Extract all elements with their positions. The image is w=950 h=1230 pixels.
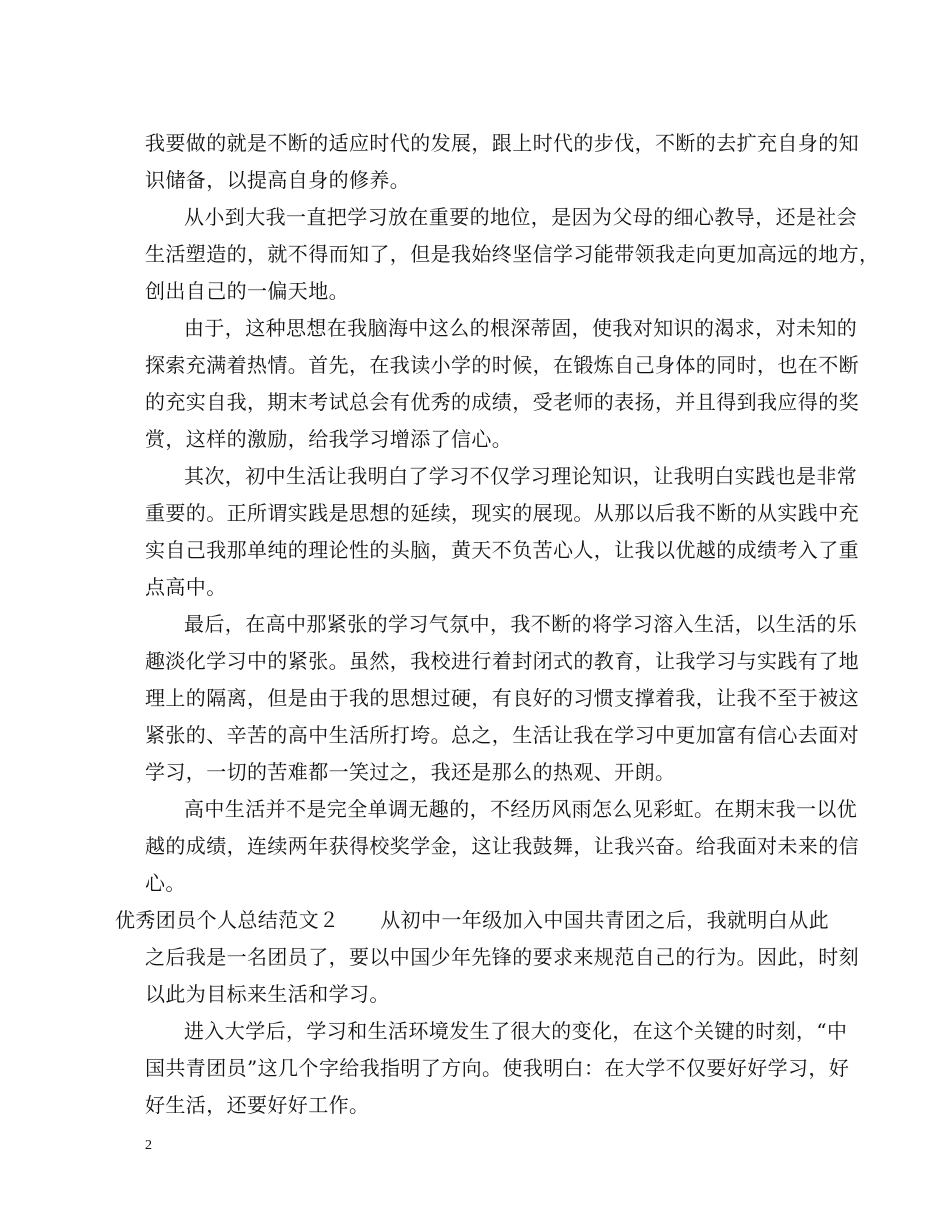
paragraph-start-line: 进入大学后，学习和生活环境发生了很大的变化，在这个关键的时刻，“中 (184, 1019, 848, 1043)
text-line: 赏，这样的激励，给我学习增添了信心。 (145, 427, 513, 451)
text-line: 创出自己的一偏天地。 (145, 279, 349, 303)
text-line: 学习，一切的苦难都一笑过之，我还是那么的热观、开朗。 (145, 760, 676, 784)
paragraph-start-line: 高中生活并不是完全单调无趣的，不经历风雨怎么见彩虹。在期末我一以优 (184, 797, 858, 821)
text-line: 越的成绩，连续两年获得校奖学金，这让我鼓舞，让我兴奋。给我面对未来的信 (145, 834, 859, 858)
section-heading-line: 优秀团员个人总结范文２ 从初中一年级加入中国共青团之后，我就明白从此 (115, 908, 829, 932)
text-line: 探索充满着热情。首先，在我读小学的时候，在锻炼自己身体的同时，也在不断 (145, 353, 859, 377)
text-line: 的充实自我，期末考试总会有优秀的成绩，受老师的表扬，并且得到我应得的奖 (145, 390, 859, 414)
text-line: 我要做的就是不断的适应时代的发展，跟上时代的步伐，不断的去扩充自身的知 (145, 131, 859, 155)
text-line: 点高中。 (145, 575, 227, 599)
text-line: 心。 (145, 871, 186, 895)
text-line: 好生活，还要好好工作。 (145, 1093, 370, 1117)
text-line: 重要的。正所谓实践是思想的延续，现实的展现。从那以后我不断的从实践中充 (145, 501, 859, 525)
text-line: 之后我是一名团员了，要以中国少年先锋的要求来规范自己的行为。因此，时刻 (145, 945, 859, 969)
text-line: 国共青团员”这几个字给我指明了方向。使我明白：在大学不仅要好好学习，好 (145, 1056, 850, 1080)
text-line: 紧张的、辛苦的高中生活所打垮。总之，生活让我在学习中更加富有信心去面对 (145, 723, 859, 747)
text-line: 实自己我那单纯的理论性的头脑，黄天不负苦心人，让我以优越的成绩考入了重 (145, 538, 859, 562)
text-line: 生活塑造的，就不得而知了，但是我始终坚信学习能带领我走向更加高远的地方， (145, 242, 880, 266)
text-line: 以此为目标来生活和学习。 (145, 982, 390, 1006)
paragraph-start-line: 由于，这种思想在我脑海中这么的根深蒂固，使我对知识的渴求，对未知的 (184, 316, 858, 340)
text-line: 识储备，以提高自身的修养。 (145, 168, 411, 192)
page-number: 2 (145, 1138, 152, 1153)
paragraph-start-line: 从小到大我一直把学习放在重要的地位，是因为父母的细心教导，还是社会 (184, 205, 858, 229)
paragraph-start-line: 其次，初中生活让我明白了学习不仅学习理论知识，让我明白实践也是非常 (184, 464, 858, 488)
paragraph-start-line: 最后，在高中那紧张的学习气氛中，我不断的将学习溶入生活，以生活的乐 (184, 612, 858, 636)
text-line: 趣淡化学习中的紧张。虽然，我校进行着封闭式的教育，让我学习与实践有了地 (145, 649, 859, 673)
text-line: 理上的隔离，但是由于我的思想过硬，有良好的习惯支撑着我，让我不至于被这 (145, 686, 859, 710)
